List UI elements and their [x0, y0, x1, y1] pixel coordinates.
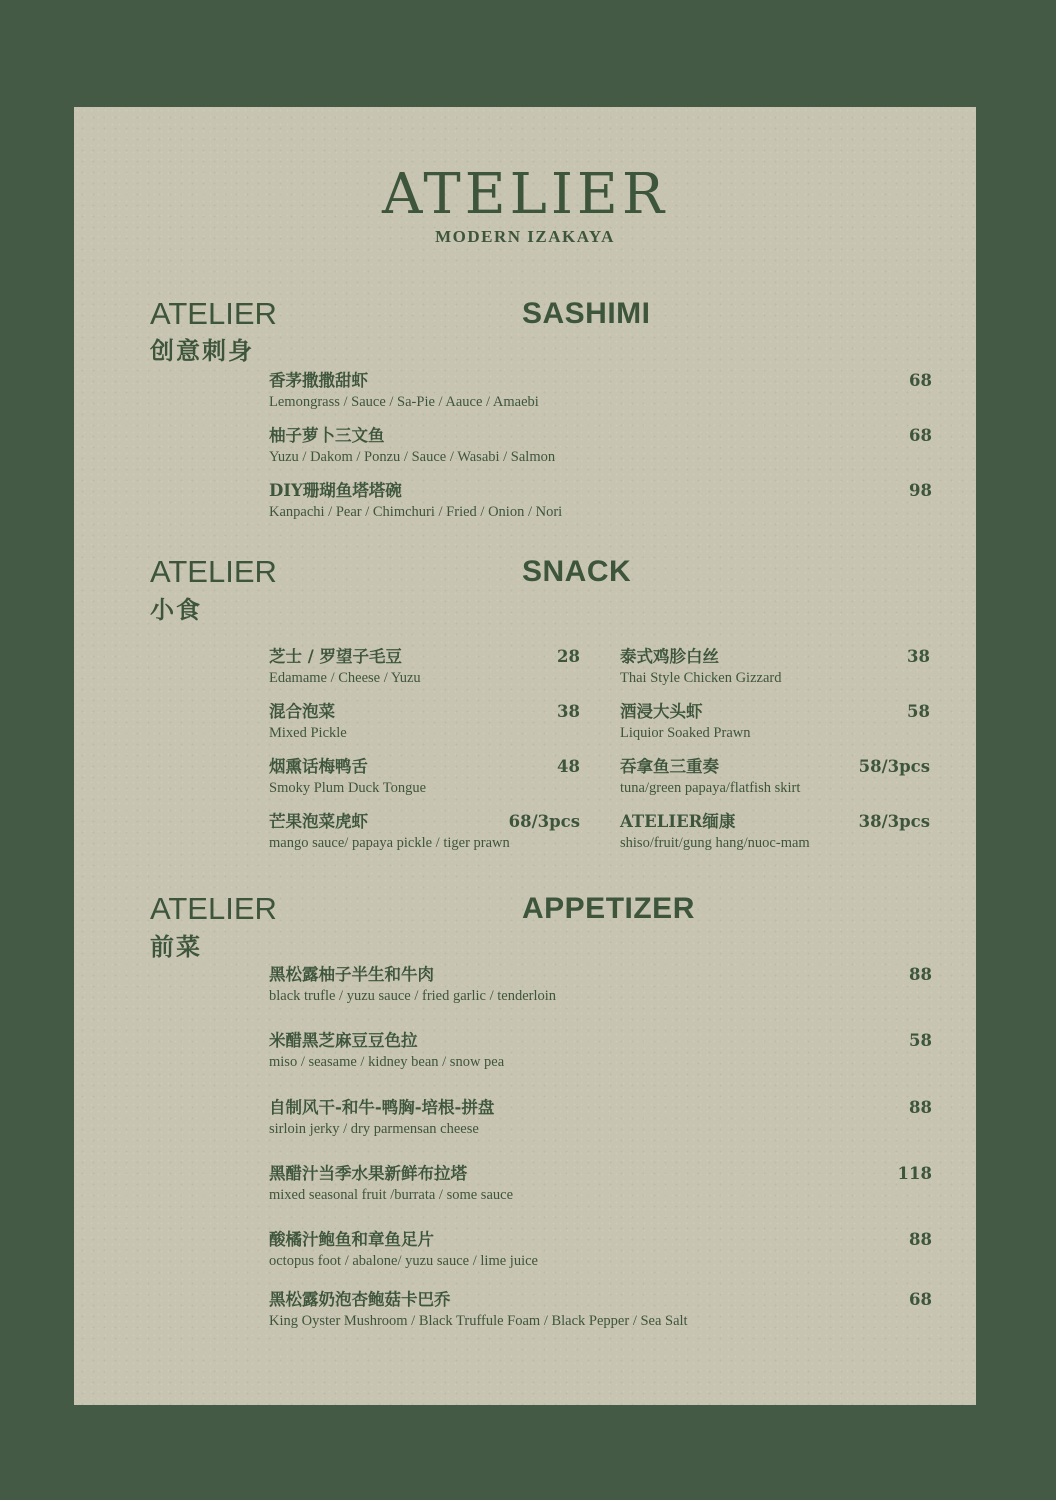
item-cn-name: 黑醋汁当季水果新鲜布拉塔	[269, 1164, 467, 1183]
menu-item	[620, 646, 781, 688]
item-en-desc: King Oyster Mushroom / Black Truffule Foam / Black Pepper / Sea Salt	[269, 1313, 688, 1329]
brand-header	[74, 162, 976, 247]
item-price: 58/3pcs	[858, 757, 930, 776]
menu-item	[269, 964, 556, 1006]
item-price: 68	[909, 1290, 932, 1309]
menu-item	[620, 756, 800, 798]
menu-page	[74, 107, 976, 1405]
snack-section-cn-title: 小食	[150, 596, 202, 624]
item-cn-name: ATELIER缅康	[620, 812, 736, 831]
item-cn-name: 泰式鸡胗白丝	[620, 647, 719, 666]
item-cn-name: 混合泡菜	[269, 702, 335, 721]
item-price: 38	[907, 647, 930, 666]
item-cn-name: 黑松露奶泡杏鲍菇卡巴乔	[269, 1290, 451, 1309]
item-en-desc: Smoky Plum Duck Tongue	[269, 780, 427, 796]
item-en-desc: mixed seasonal fruit /burrata / some sauce	[269, 1187, 514, 1203]
item-price: 68/3pcs	[508, 812, 580, 831]
menu-item	[620, 701, 750, 743]
item-cn-name: 黑松露柚子半生和牛肉	[269, 965, 434, 984]
item-en-desc: Kanpachi / Pear / Chimchuri / Fried / Onion / Nori	[269, 504, 563, 520]
item-cn-name: 米醋黑芝麻豆豆色拉	[269, 1031, 418, 1050]
menu-item	[269, 1289, 688, 1331]
item-cn-name: 酒浸大头虾	[620, 702, 703, 721]
item-en-desc: miso / seasame / kidney bean / snow pea	[269, 1054, 505, 1070]
menu-item	[269, 1229, 538, 1271]
brand-name: ATELIER	[382, 162, 668, 227]
item-price: 38/3pcs	[858, 812, 930, 831]
menu-item	[269, 480, 562, 522]
menu-item	[269, 370, 539, 412]
appetizer-section-cn-title: 前菜	[150, 933, 202, 961]
item-price: 68	[909, 371, 932, 390]
item-price: 88	[909, 1230, 932, 1249]
menu-item	[620, 811, 810, 853]
appetizer-section-title: APPETIZER	[522, 892, 695, 925]
item-price: 58	[907, 702, 930, 721]
item-price: 58	[909, 1031, 932, 1050]
item-en-desc: Edamame / Cheese / Yuzu	[269, 670, 421, 686]
item-en-desc: shiso/fruit/gung hang/nuoc-mam	[620, 835, 810, 851]
item-en-desc: black trufle / yuzu sauce / fried garlic / tenderloin	[269, 988, 557, 1004]
sashimi-section-title: SASHIMI	[522, 297, 651, 330]
menu-item	[269, 1097, 494, 1139]
item-en-desc: octopus foot / abalone/ yuzu sauce / lime juice	[269, 1253, 538, 1269]
item-cn-name: 酸橘汁鲍鱼和章鱼足片	[269, 1230, 434, 1249]
menu-item	[269, 811, 510, 853]
item-cn-name: 芒果泡菜虎虾	[269, 812, 368, 831]
item-price: 118	[897, 1164, 932, 1183]
item-en-desc: tuna/green papaya/flatfish skirt	[620, 780, 801, 796]
menu-item	[269, 756, 426, 798]
sashimi-section-brand: ATELIER	[150, 296, 277, 331]
item-en-desc: Yuzu / Dakom / Ponzu / Sauce / Wasabi / Salmon	[269, 449, 556, 465]
snack-section-brand: ATELIER	[150, 554, 277, 589]
item-en-desc: sirloin jerky / dry parmensan cheese	[269, 1121, 479, 1137]
item-cn-name: DIY珊瑚鱼塔塔碗	[269, 481, 402, 500]
item-price: 88	[909, 1098, 932, 1117]
menu-item	[269, 1163, 513, 1205]
item-cn-name: 吞拿鱼三重奏	[620, 757, 719, 776]
item-cn-name: 自制风干-和牛-鸭胸-培根-拼盘	[269, 1098, 495, 1117]
item-price: 28	[557, 647, 580, 666]
item-price: 38	[557, 702, 580, 721]
sashimi-section-cn-title: 创意刺身	[150, 337, 254, 365]
item-cn-name: 烟熏话梅鸭舌	[269, 757, 368, 776]
appetizer-section-brand: ATELIER	[150, 891, 277, 926]
item-price: 68	[909, 426, 932, 445]
item-price: 98	[909, 481, 932, 500]
snack-section-title: SNACK	[522, 555, 632, 588]
menu-item	[269, 646, 421, 688]
item-price: 88	[909, 965, 932, 984]
menu-item	[269, 701, 347, 743]
item-cn-name: 柚子萝卜三文鱼	[269, 426, 385, 445]
menu-item	[269, 425, 555, 467]
menu-item	[269, 1030, 504, 1072]
brand-tagline: MODERN IZAKAYA	[435, 227, 615, 246]
item-en-desc: Lemongrass / Sauce / Sa-Pie / Aauce / Amaebi	[269, 394, 539, 410]
item-en-desc: Thai Style Chicken Gizzard	[620, 670, 782, 686]
item-cn-name: 芝士 / 罗望子毛豆	[269, 647, 403, 666]
item-en-desc: Mixed Pickle	[269, 725, 347, 741]
item-cn-name: 香茅撒撒甜虾	[269, 371, 368, 390]
item-price: 48	[557, 757, 580, 776]
item-en-desc: Liquior Soaked Prawn	[620, 725, 751, 741]
item-en-desc: mango sauce/ papaya pickle / tiger prawn	[269, 835, 510, 851]
